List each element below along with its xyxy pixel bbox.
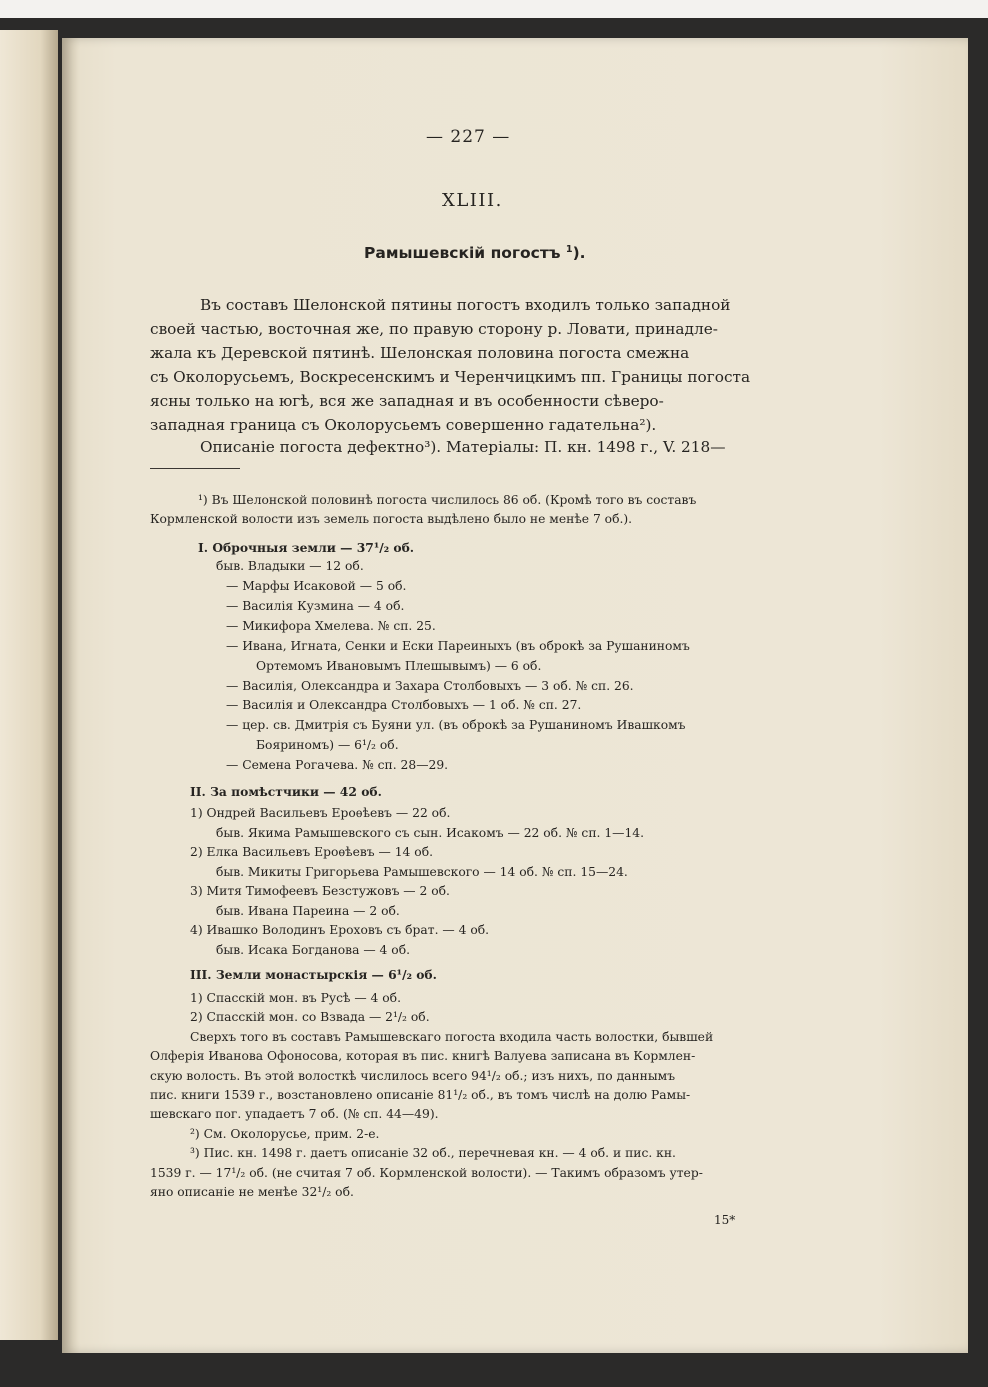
footnote-line: быв. Исака Богданова — 4 об. — [216, 943, 411, 957]
chapter-title: XLIII. — [442, 190, 503, 211]
footnote-line: — Василія и Олександра Столбовыхъ — 1 об. № сп. 27. — [226, 698, 582, 712]
footnote-line: — Семена Рогачева. № сп. 28—29. — [226, 758, 449, 772]
footnote-line: Бояриномъ) — 6¹/₂ об. — [256, 738, 399, 752]
body-line: жала къ Деревской пятинѣ. Шелонская половина погоста смежна — [150, 344, 690, 362]
body-line: съ Околорусьемъ, Воскресенскимъ и Черенчицкимъ пп. Границы погоста — [150, 368, 751, 386]
footnote-line: быв. Якима Рамышевского съ сын. Исакомъ — 22 об. № сп. 1—14. — [216, 826, 645, 840]
footnote-line: шевскаго пог. упадаетъ 7 об. (№ сп. 44—49). — [150, 1107, 439, 1121]
footnote-line: Олферія Иванова Офоносова, которая въ пис. книгѣ Валуева записана въ Кормлен- — [150, 1049, 696, 1063]
footnote-heading: II. За помѣстчики — 42 об. — [190, 784, 382, 799]
body-line: Описаніе погоста дефектно³). Матеріалы: П. кн. 1498 г., V. 218— — [200, 438, 726, 456]
footnote-line: 3) Митя Тимофеевъ Безстужовъ — 2 об. — [190, 884, 450, 898]
footnote-line: Кормленской волости изъ земель погоста выдѣлено было не менѣе 7 об.). — [150, 512, 633, 526]
footnote-line: 1539 г. — 17¹/₂ об. (не считая 7 об. Кормленской волости). — Такимъ образомъ утер- — [150, 1166, 703, 1180]
footnote-line: — цер. св. Дмитрія съ Буяни ул. (въ оброкѣ за Рушаниномъ Ивашкомъ — [226, 718, 686, 732]
footnote-line: Ортемомъ Ивановымъ Плешывымъ) — 6 об. — [256, 659, 542, 673]
body-line: Въ составъ Шелонской пятины погостъ входилъ только западной — [200, 296, 731, 314]
body-line: западная граница съ Околорусьемъ совершенно гадательна²). — [150, 416, 657, 434]
footnote-line: — Ивана, Игната, Сенки и Ески Пареиныхъ (въ оброкѣ за Рушаниномъ — [226, 639, 690, 653]
body-line: ясны только на югѣ, вся же западная и въ особенности сѣверо- — [150, 392, 664, 410]
footnote-line: ²) См. Околорусье, прим. 2-е. — [190, 1127, 380, 1141]
section-title — [364, 244, 586, 262]
signature-mark: 15* — [714, 1213, 736, 1227]
footnote-line: Сверхъ того въ составъ Рамышевскаго погоста входила часть волостки, бывшей — [190, 1030, 714, 1044]
footnote-line: — Марфы Исаковой — 5 об. — [226, 579, 407, 593]
footnote-line: — Микифора Хмелева. № сп. 25. — [226, 619, 436, 633]
footnote-line: 2) Елка Васильевъ Ероѳѣевъ — 14 об. — [190, 845, 434, 859]
footnote-line: быв. Микиты Григорьева Рамышевского — 14 об. № сп. 15—24. — [216, 865, 628, 879]
footnote-line: быв. Владыки — 12 об. — [216, 559, 364, 573]
footnote-heading: III. Земли монастырскія — 6¹/₂ об. — [190, 967, 437, 982]
footnote-line: ¹) Въ Шелонской половинѣ погоста числилось 86 об. (Кромѣ того въ составъ — [198, 493, 697, 507]
footnote-line: 4) Ивашко Володинъ Ероховъ съ брат. — 4 об. — [190, 923, 490, 937]
section-title-end: ). — [572, 244, 586, 262]
footnote-line: ³) Пис. кн. 1498 г. даетъ описаніе 32 об., перечневая кн. — 4 об. и пис. кн. — [190, 1146, 676, 1160]
footnote-rule — [150, 468, 240, 469]
footnote-line: — Василія, Олександра и Захара Столбовыхъ — 3 об. № сп. 26. — [226, 679, 634, 693]
footnote-line: — Василія Кузмина — 4 об. — [226, 599, 405, 613]
page-number: — 227 — — [426, 127, 511, 147]
left-page-edge — [0, 30, 58, 1340]
footnote-line: быв. Ивана Пареина — 2 об. — [216, 904, 400, 918]
section-title-text: Рамышевскій погостъ — [364, 244, 561, 262]
footnote-line: скую волость. Въ этой волосткѣ числилось всего 94¹/₂ об.; изъ нихъ, по даннымъ — [150, 1069, 676, 1083]
footnote-heading: I. Оброчныя земли — 37¹/₂ об. — [198, 540, 415, 555]
footnote-line: яно описаніе не менѣе 32¹/₂ об. — [150, 1185, 354, 1199]
section-title-footnote-mark: 1 — [565, 243, 573, 255]
footnote-line: 1) Спасскій мон. въ Русѣ — 4 об. — [190, 991, 401, 1005]
footnote-line: 2) Спасскій мон. со Взвада — 2¹/₂ об. — [190, 1010, 430, 1024]
body-line: своей частью, восточная же, по правую сторону р. Ловати, принадле- — [150, 320, 718, 338]
footnote-line: пис. книги 1539 г., возстановлено описаніе 81¹/₂ об., въ томъ числѣ на долю Рамы- — [150, 1088, 691, 1102]
footnote-line: 1) Ондрей Васильевъ Ероѳѣевъ — 22 об. — [190, 806, 451, 820]
